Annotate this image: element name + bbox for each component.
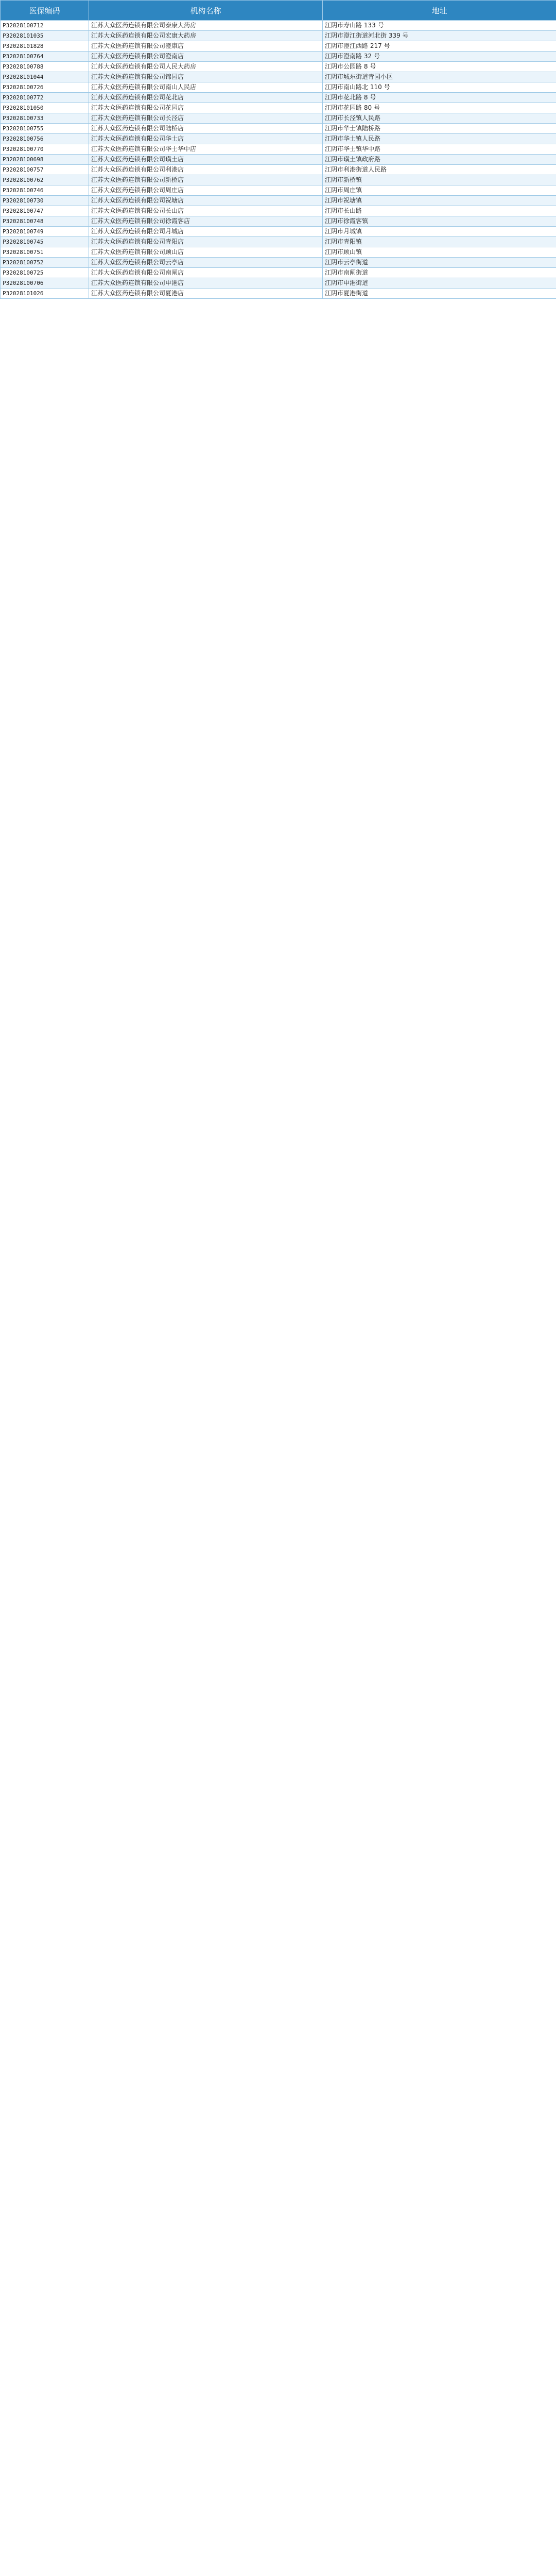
table-row xyxy=(1,62,556,72)
cell-code: P32028100748 xyxy=(1,216,89,227)
cell-code: P32028100733 xyxy=(1,113,89,124)
cell-address: 江阴市青阳镇 xyxy=(323,237,556,247)
cell-code: P32028101044 xyxy=(1,72,89,82)
header-code: 医保编码 xyxy=(1,1,89,21)
table-row xyxy=(1,196,556,206)
cell-code: P32028100725 xyxy=(1,268,89,278)
table-row xyxy=(1,247,556,258)
cell-name: 江苏大众医药连锁有限公司徐霞客店 xyxy=(89,216,323,227)
cell-address: 江阴市长泾镇人民路 xyxy=(323,113,556,124)
cell-address: 江阴市璜土镇政府路 xyxy=(323,155,556,165)
table-row xyxy=(1,206,556,216)
cell-name: 江苏大众医药连锁有限公司青阳店 xyxy=(89,237,323,247)
table-row xyxy=(1,93,556,103)
cell-address: 江阴市利港街道人民路 xyxy=(323,165,556,175)
cell-code: P32028100752 xyxy=(1,258,89,268)
cell-address: 江阴市城东街道青园小区 xyxy=(323,72,556,82)
header-address: 地址 xyxy=(323,1,556,21)
cell-code: P32028101050 xyxy=(1,103,89,113)
cell-name: 江苏大众医药连锁有限公司华士店 xyxy=(89,134,323,144)
cell-name: 江苏大众医药连锁有限公司长泾店 xyxy=(89,113,323,124)
table-row xyxy=(1,113,556,124)
cell-code: P32028100698 xyxy=(1,155,89,165)
cell-address: 江阴市申港街道 xyxy=(323,278,556,289)
cell-address: 江阴市顾山镇 xyxy=(323,247,556,258)
cell-name: 江苏大众医药连锁有限公司锦园店 xyxy=(89,72,323,82)
cell-code: P32028100747 xyxy=(1,206,89,216)
cell-name: 江苏大众医药连锁有限公司申港店 xyxy=(89,278,323,289)
cell-code: P32028100772 xyxy=(1,93,89,103)
cell-name: 江苏大众医药连锁有限公司月城店 xyxy=(89,227,323,237)
cell-name: 江苏大众医药连锁有限公司新桥店 xyxy=(89,175,323,185)
cell-code: P32028101026 xyxy=(1,289,89,299)
cell-address: 江阴市花北路 8 号 xyxy=(323,93,556,103)
cell-name: 江苏大众医药连锁有限公司华士华中店 xyxy=(89,144,323,155)
cell-name: 江苏大众医药连锁有限公司顾山店 xyxy=(89,247,323,258)
cell-name: 江苏大众医药连锁有限公司璜土店 xyxy=(89,155,323,165)
cell-name: 江苏大众医药连锁有限公司南山人民店 xyxy=(89,82,323,93)
table-row xyxy=(1,175,556,185)
table-row xyxy=(1,216,556,227)
cell-address: 江阴市夏港街道 xyxy=(323,289,556,299)
cell-name: 江苏大众医药连锁有限公司澄南店 xyxy=(89,52,323,62)
cell-code: P32028100746 xyxy=(1,185,89,196)
cell-name: 江苏大众医药连锁有限公司花北店 xyxy=(89,93,323,103)
cell-code: P32028100712 xyxy=(1,21,89,31)
cell-address: 江阴市澄江西路 217 号 xyxy=(323,41,556,52)
table-row xyxy=(1,134,556,144)
cell-code: P32028100706 xyxy=(1,278,89,289)
cell-address: 江阴市周庄镇 xyxy=(323,185,556,196)
cell-name: 江苏大众医药连锁有限公司人民大药房 xyxy=(89,62,323,72)
cell-code: P32028100764 xyxy=(1,52,89,62)
cell-name: 江苏大众医药连锁有限公司夏港店 xyxy=(89,289,323,299)
cell-code: P32028100770 xyxy=(1,144,89,155)
table-row xyxy=(1,52,556,62)
cell-code: P32028100762 xyxy=(1,175,89,185)
header-name: 机构名称 xyxy=(89,1,323,21)
cell-name: 江苏大众医药连锁有限公司利港店 xyxy=(89,165,323,175)
cell-name: 江苏大众医药连锁有限公司长山店 xyxy=(89,206,323,216)
table-row xyxy=(1,21,556,31)
cell-address: 江阴市长山路 xyxy=(323,206,556,216)
cell-code: P32028100726 xyxy=(1,82,89,93)
cell-name: 江苏大众医药连锁有限公司泰康大药房 xyxy=(89,21,323,31)
cell-name: 江苏大众医药连锁有限公司宏康大药房 xyxy=(89,31,323,41)
cell-address: 江阴市华士镇华中路 xyxy=(323,144,556,155)
cell-address: 江阴市澄江街道河北街 339 号 xyxy=(323,31,556,41)
cell-code: P32028100755 xyxy=(1,124,89,134)
cell-name: 江苏大众医药连锁有限公司云亭店 xyxy=(89,258,323,268)
cell-address: 江阴市寿山路 133 号 xyxy=(323,21,556,31)
table-row xyxy=(1,82,556,93)
cell-code: P32028100730 xyxy=(1,196,89,206)
cell-address: 江阴市新桥镇 xyxy=(323,175,556,185)
cell-address: 江阴市公园路 8 号 xyxy=(323,62,556,72)
table-row xyxy=(1,31,556,41)
table-row xyxy=(1,258,556,268)
cell-address: 江阴市华士镇人民路 xyxy=(323,134,556,144)
table-row xyxy=(1,278,556,289)
cell-name: 江苏大众医药连锁有限公司花园店 xyxy=(89,103,323,113)
pharmacy-table xyxy=(0,0,556,299)
cell-address: 江阴市南闸街道 xyxy=(323,268,556,278)
cell-code: P32028100751 xyxy=(1,247,89,258)
cell-name: 江苏大众医药连锁有限公司周庄店 xyxy=(89,185,323,196)
cell-code: P32028100788 xyxy=(1,62,89,72)
cell-address: 江阴市华士镇陆桥路 xyxy=(323,124,556,134)
table-row xyxy=(1,268,556,278)
table-row xyxy=(1,124,556,134)
cell-name: 江苏大众医药连锁有限公司祝塘店 xyxy=(89,196,323,206)
cell-address: 江阴市云亭街道 xyxy=(323,258,556,268)
table-row xyxy=(1,155,556,165)
cell-code: P32028100745 xyxy=(1,237,89,247)
cell-address: 江阴市南山路北 110 号 xyxy=(323,82,556,93)
cell-address: 江阴市祝塘镇 xyxy=(323,196,556,206)
cell-address: 江阴市澄南路 32 号 xyxy=(323,52,556,62)
table-row xyxy=(1,185,556,196)
cell-address: 江阴市徐霞客镇 xyxy=(323,216,556,227)
table-row xyxy=(1,41,556,52)
table-row xyxy=(1,72,556,82)
table-row xyxy=(1,144,556,155)
table-row xyxy=(1,165,556,175)
cell-name: 江苏大众医药连锁有限公司南闸店 xyxy=(89,268,323,278)
cell-code: P32028100757 xyxy=(1,165,89,175)
cell-name: 江苏大众医药连锁有限公司澄康店 xyxy=(89,41,323,52)
cell-address: 江阴市花园路 80 号 xyxy=(323,103,556,113)
cell-code: P32028101035 xyxy=(1,31,89,41)
cell-address: 江阴市月城镇 xyxy=(323,227,556,237)
table-row xyxy=(1,289,556,299)
cell-name: 江苏大众医药连锁有限公司陆桥店 xyxy=(89,124,323,134)
cell-code: P32028100749 xyxy=(1,227,89,237)
table-body xyxy=(1,21,556,299)
table-row xyxy=(1,237,556,247)
table-row xyxy=(1,103,556,113)
header-row xyxy=(1,1,556,21)
cell-code: P32028101828 xyxy=(1,41,89,52)
table-row xyxy=(1,227,556,237)
cell-code: P32028100756 xyxy=(1,134,89,144)
